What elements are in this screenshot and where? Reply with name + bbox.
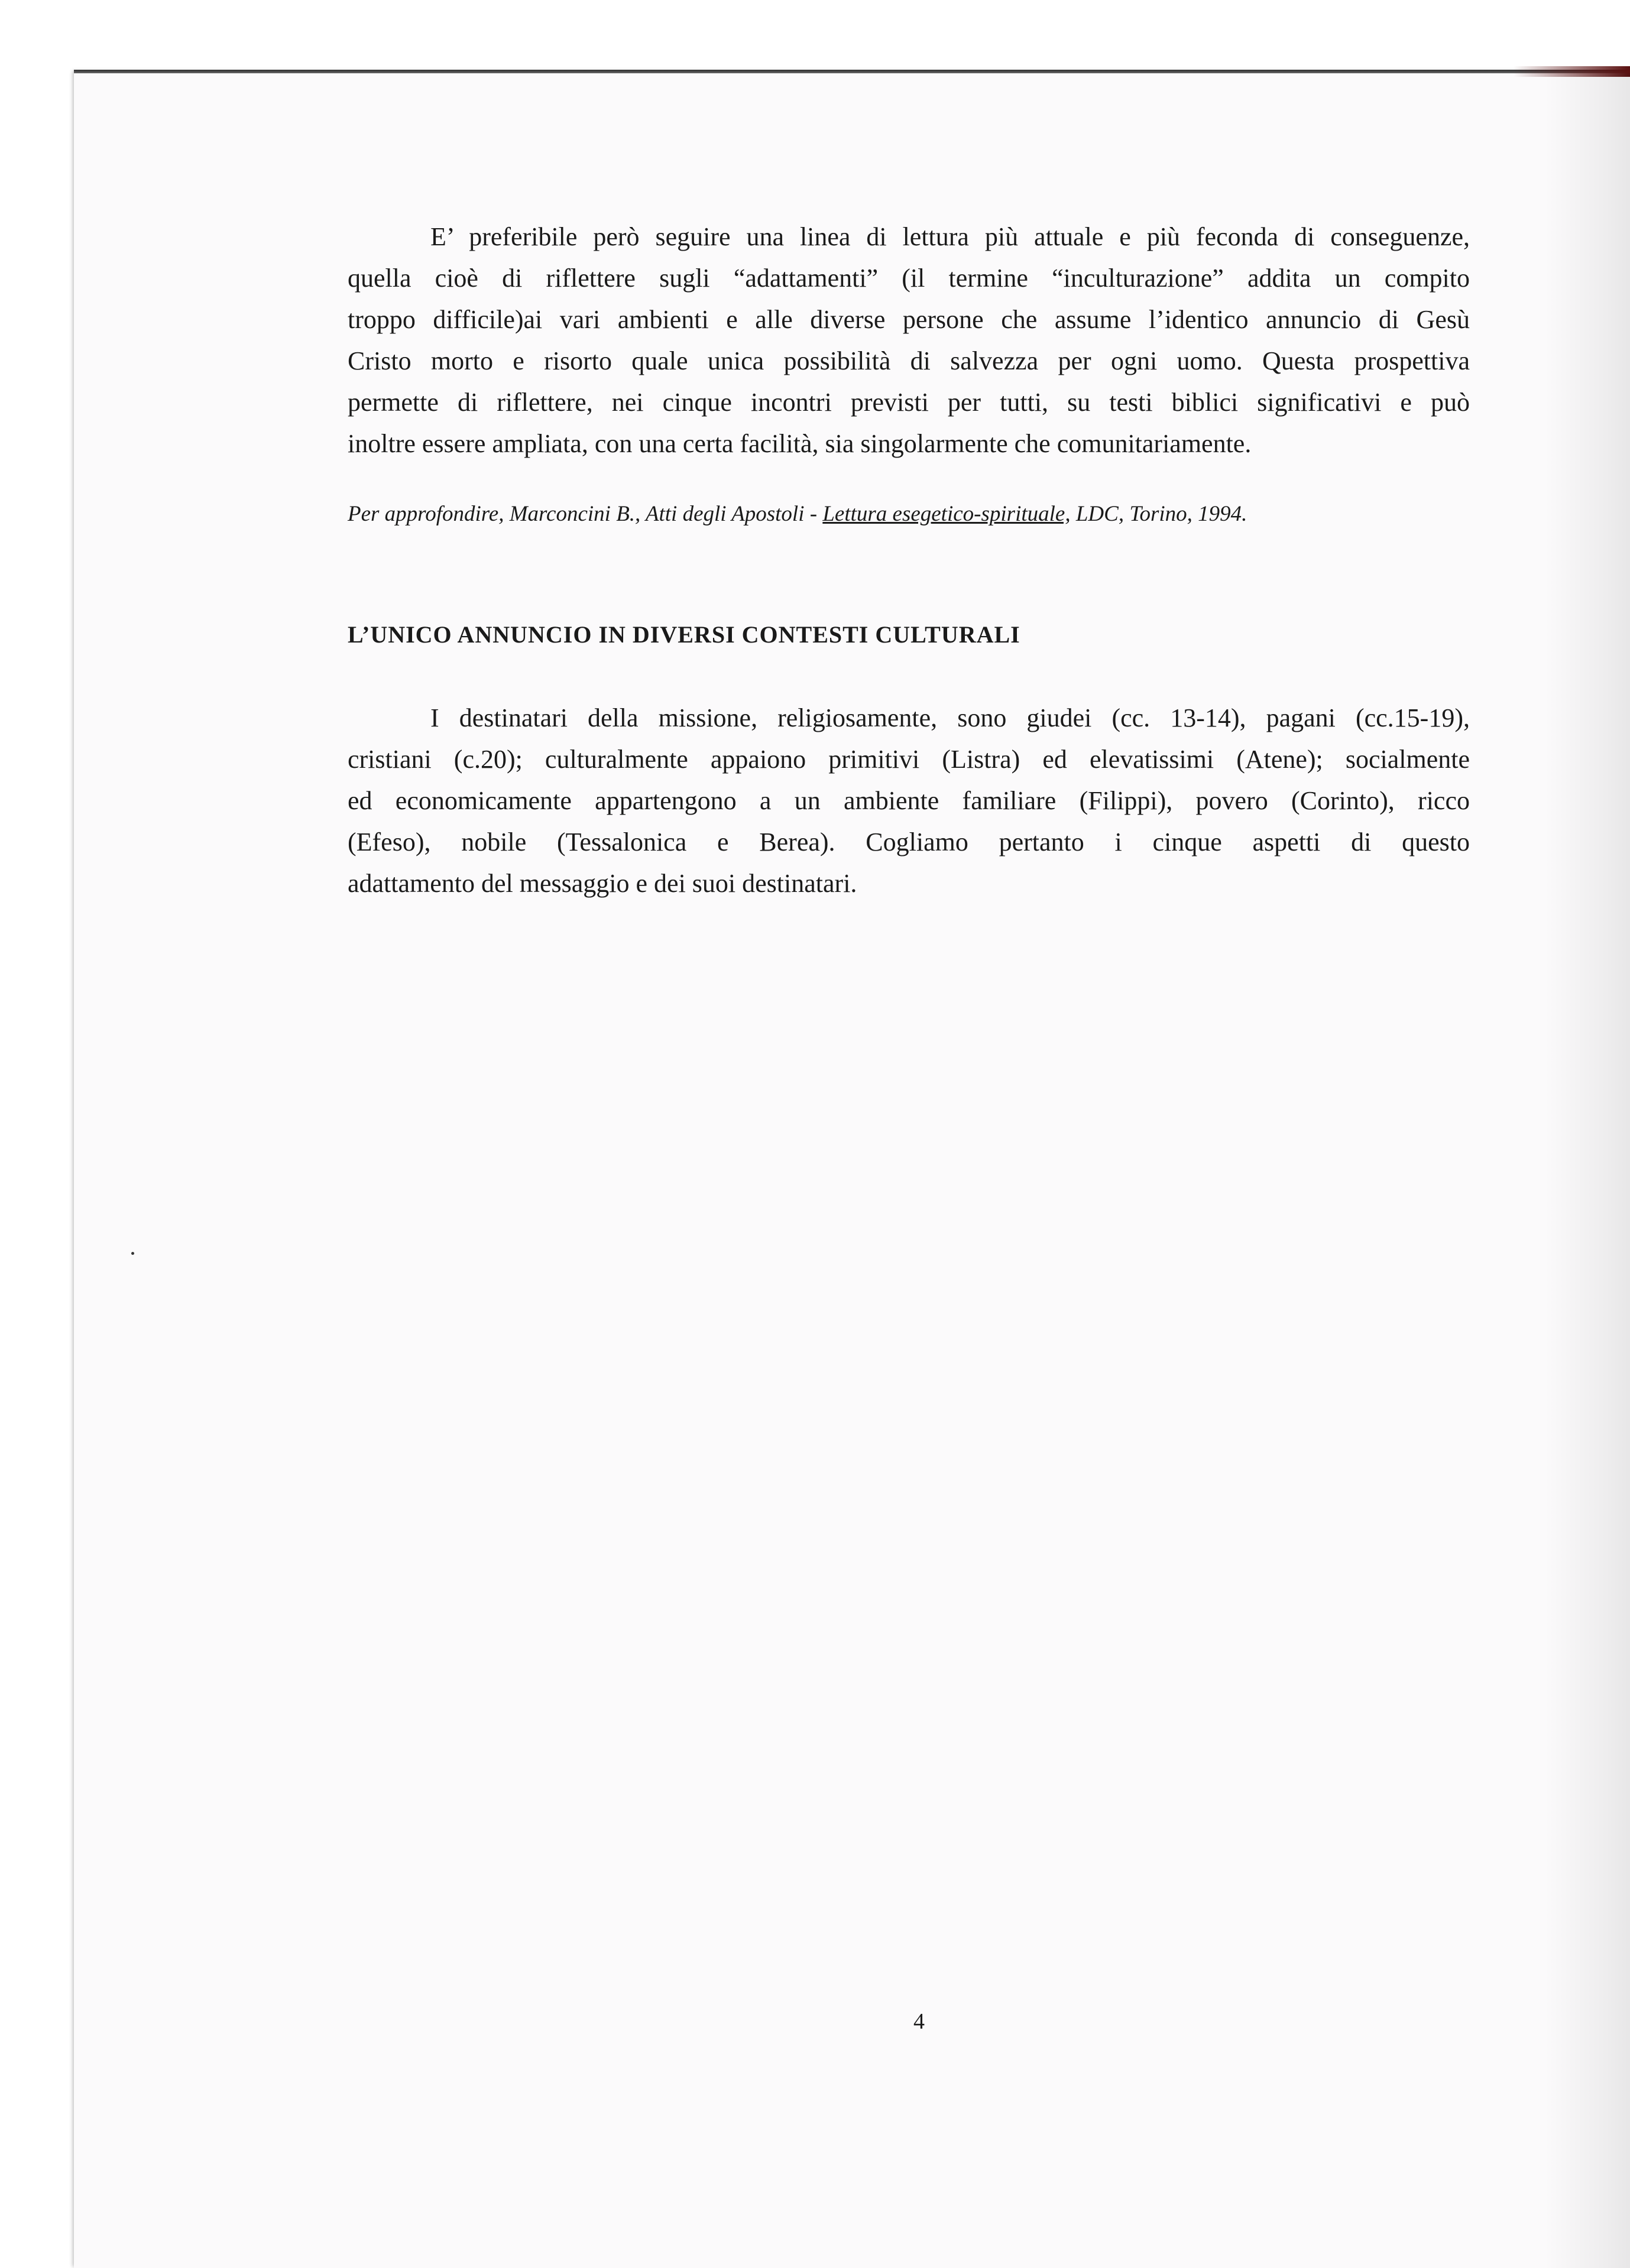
- sheet-right-shadow: [1544, 73, 1630, 2268]
- section-heading: L’UNICO ANNUNCIO IN DIVERSI CONTESTI CULTURALI: [348, 621, 1020, 648]
- paragraph-line: (Efeso), nobile (Tessalonica e Berea). Cogliamo pertanto i cinque aspetti di questo: [348, 828, 1470, 856]
- paragraph-line: I destinatari della missione, religiosamente, sono giudei (cc. 13-14), pagani (cc.15-19),: [430, 703, 1470, 732]
- paragraph-line: adattamento del messaggio e dei suoi destinatari.: [348, 869, 857, 898]
- page-number: 4: [913, 2009, 925, 2034]
- paragraph-line: quella cioè di riflettere sugli “adattamenti” (il termine “inculturazione” addita un compito: [348, 264, 1470, 293]
- paragraph-adattamenti: [348, 216, 1470, 465]
- paragraph-line: cristiani (c.20); culturalmente appaiono primitivi (Listra) ed elevatissimi (Atene); socialmente: [348, 745, 1470, 774]
- bibliographic-reference: [348, 501, 1247, 527]
- paragraph-line: ed economicamente appartengono a un ambiente familiare (Filippi), povero (Corinto), ricco: [348, 786, 1470, 815]
- paragraph-destinatari: [348, 697, 1470, 904]
- paragraph-line: permette di riflettere, nei cinque incontri previsti per tutti, su testi biblici significativi e può: [348, 388, 1470, 417]
- reference-title: Lettura esegetico-spirituale,: [822, 502, 1071, 526]
- sheet-top-edge: [74, 70, 1630, 73]
- paragraph-line: E’ preferibile però seguire una linea di lettura più attuale e più feconda di conseguenze,: [430, 222, 1470, 251]
- paragraph-line: Cristo morto e risorto quale unica possibilità di salvezza per ogni uomo. Questa prospettiva: [348, 346, 1470, 375]
- scan-speck: [131, 1252, 134, 1255]
- reference-prefix: Per approfondire, Marconcini B., Atti degli Apostoli -: [348, 502, 823, 526]
- paragraph-line: inoltre essere ampliata, con una certa facilità, sia singolarmente che comunitariamente.: [348, 429, 1252, 458]
- paragraph-line: troppo difficile)ai vari ambienti e alle diverse persone che assume l’identico annuncio di Gesù: [348, 305, 1470, 334]
- reference-suffix: LDC, Torino, 1994.: [1070, 502, 1247, 526]
